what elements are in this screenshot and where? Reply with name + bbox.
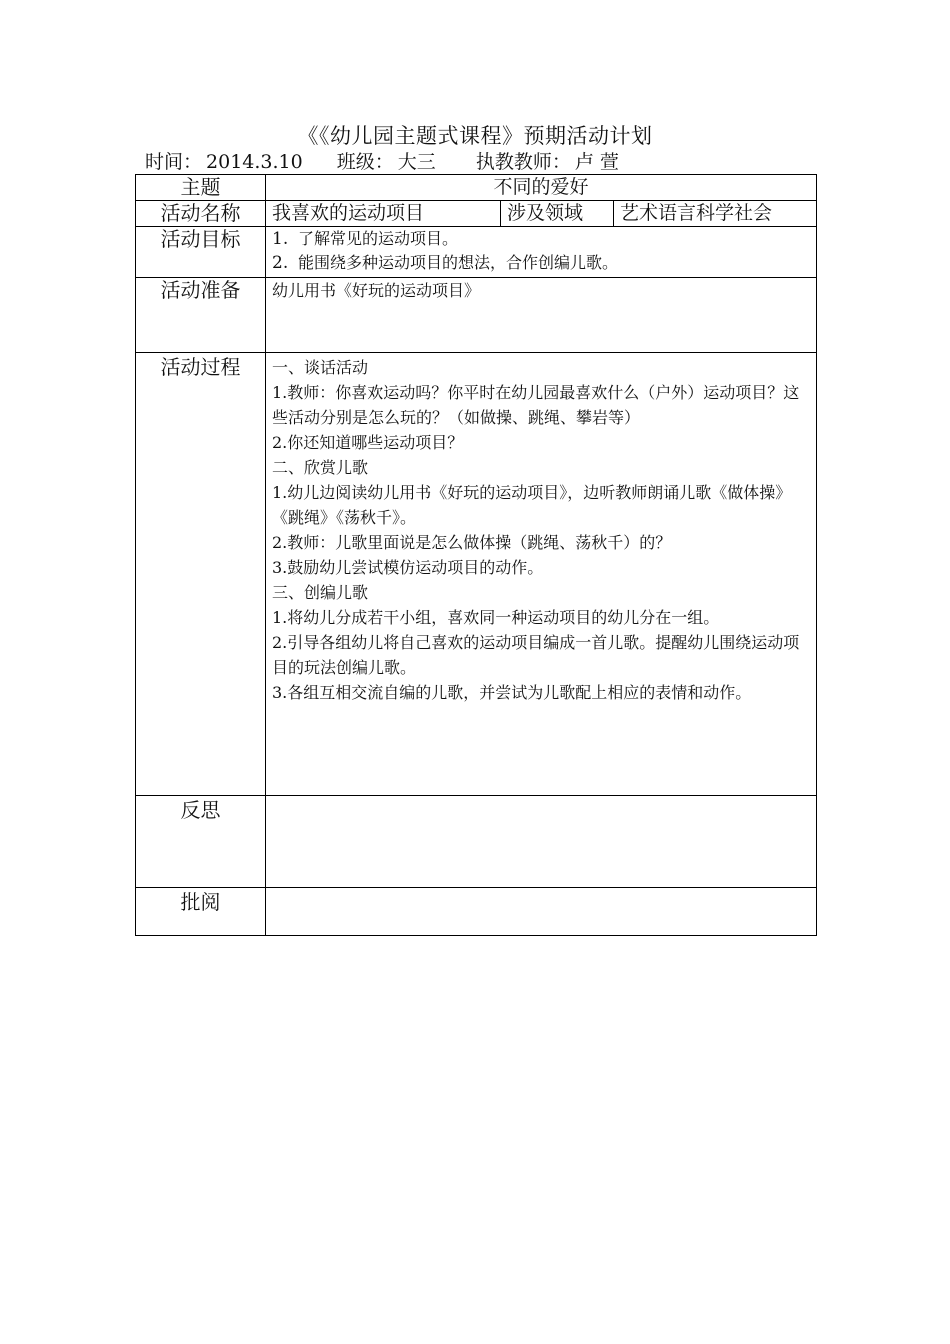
theme-row [136, 175, 817, 201]
process-line: 2.引导各组幼儿将自己喜欢的运动项目编成一首儿歌。提醒幼儿围绕运动项目的玩法创编儿歌。 [272, 633, 800, 677]
time-label: 时间： [145, 151, 203, 173]
name-row [136, 201, 817, 227]
process-line: 1.幼儿边阅读幼儿用书《好玩的运动项目》，边听教师朗诵儿歌《做体操》《跳绳》《荡秋千》。 [272, 483, 792, 527]
process-cell [266, 353, 817, 796]
process-line: 1.将幼儿分成若干小组，喜欢同一种运动项目的幼儿分在一组。 [272, 608, 720, 627]
goal-item [272, 251, 810, 275]
prep-label: 活动准备 [136, 278, 266, 353]
reflect-row [136, 796, 817, 888]
teacher-label: 执教教师： [475, 151, 571, 173]
goal-number: 2. [272, 253, 289, 273]
activity-name-label: 活动名称 [136, 201, 266, 227]
goal-text: 了解常见的运动项目。 [298, 229, 459, 248]
domain-label: 涉及领域 [501, 201, 614, 227]
theme-label: 主题 [136, 175, 266, 201]
plan-table [135, 174, 817, 936]
goal-cell [266, 227, 817, 278]
reflect-label: 反思 [136, 796, 266, 888]
goal-number: 1. [272, 229, 289, 249]
teacher-value: 卢 萱 [574, 151, 619, 173]
review-row [136, 888, 817, 936]
review-label: 批阅 [136, 888, 266, 936]
process-line: 三、创编儿歌 [272, 583, 369, 602]
process-row [136, 353, 817, 796]
process-line: 二、欣赏儿歌 [272, 458, 369, 477]
process-line: 1.教师：你喜欢运动吗？你平时在幼儿园最喜欢什么（户外）运动项目？这些活动分别是怎么玩的？（如做操、跳绳、攀岩等） [272, 383, 800, 427]
activity-name-value: 我喜欢的运动项目 [266, 201, 501, 227]
meta-line [145, 149, 623, 175]
goal-item [272, 227, 810, 251]
goal-text: 能围绕多种运动项目的想法，合作创编儿歌。 [298, 253, 619, 272]
process-line: 3.鼓励幼儿尝试模仿运动项目的动作。 [272, 558, 544, 577]
goal-row [136, 227, 817, 278]
process-label: 活动过程 [136, 353, 266, 796]
document-title: 《《幼儿园主题式课程》预期活动计划 [297, 124, 653, 148]
prep-row [136, 278, 817, 353]
process-line: 3.各组互相交流自编的儿歌，并尝试为儿歌配上相应的表情和动作。 [272, 683, 752, 702]
process-line: 一、谈话活动 [272, 358, 369, 377]
domain-value: 艺术语言科学社会 [614, 201, 817, 227]
process-line: 2.教师：儿歌里面说是怎么做体操（跳绳、荡秋千）的？ [272, 533, 672, 552]
process-line: 2.你还知道哪些运动项目？ [272, 433, 464, 452]
reflect-cell [266, 796, 817, 888]
theme-value: 不同的爱好 [266, 175, 817, 201]
review-cell [266, 888, 817, 936]
time-value: 2014.3.10 [206, 151, 303, 173]
class-value: 大三 [397, 151, 436, 173]
prep-value: 幼儿用书《好玩的运动项目》 [266, 278, 817, 353]
class-label: 班级： [336, 151, 394, 173]
goal-label: 活动目标 [136, 227, 266, 278]
